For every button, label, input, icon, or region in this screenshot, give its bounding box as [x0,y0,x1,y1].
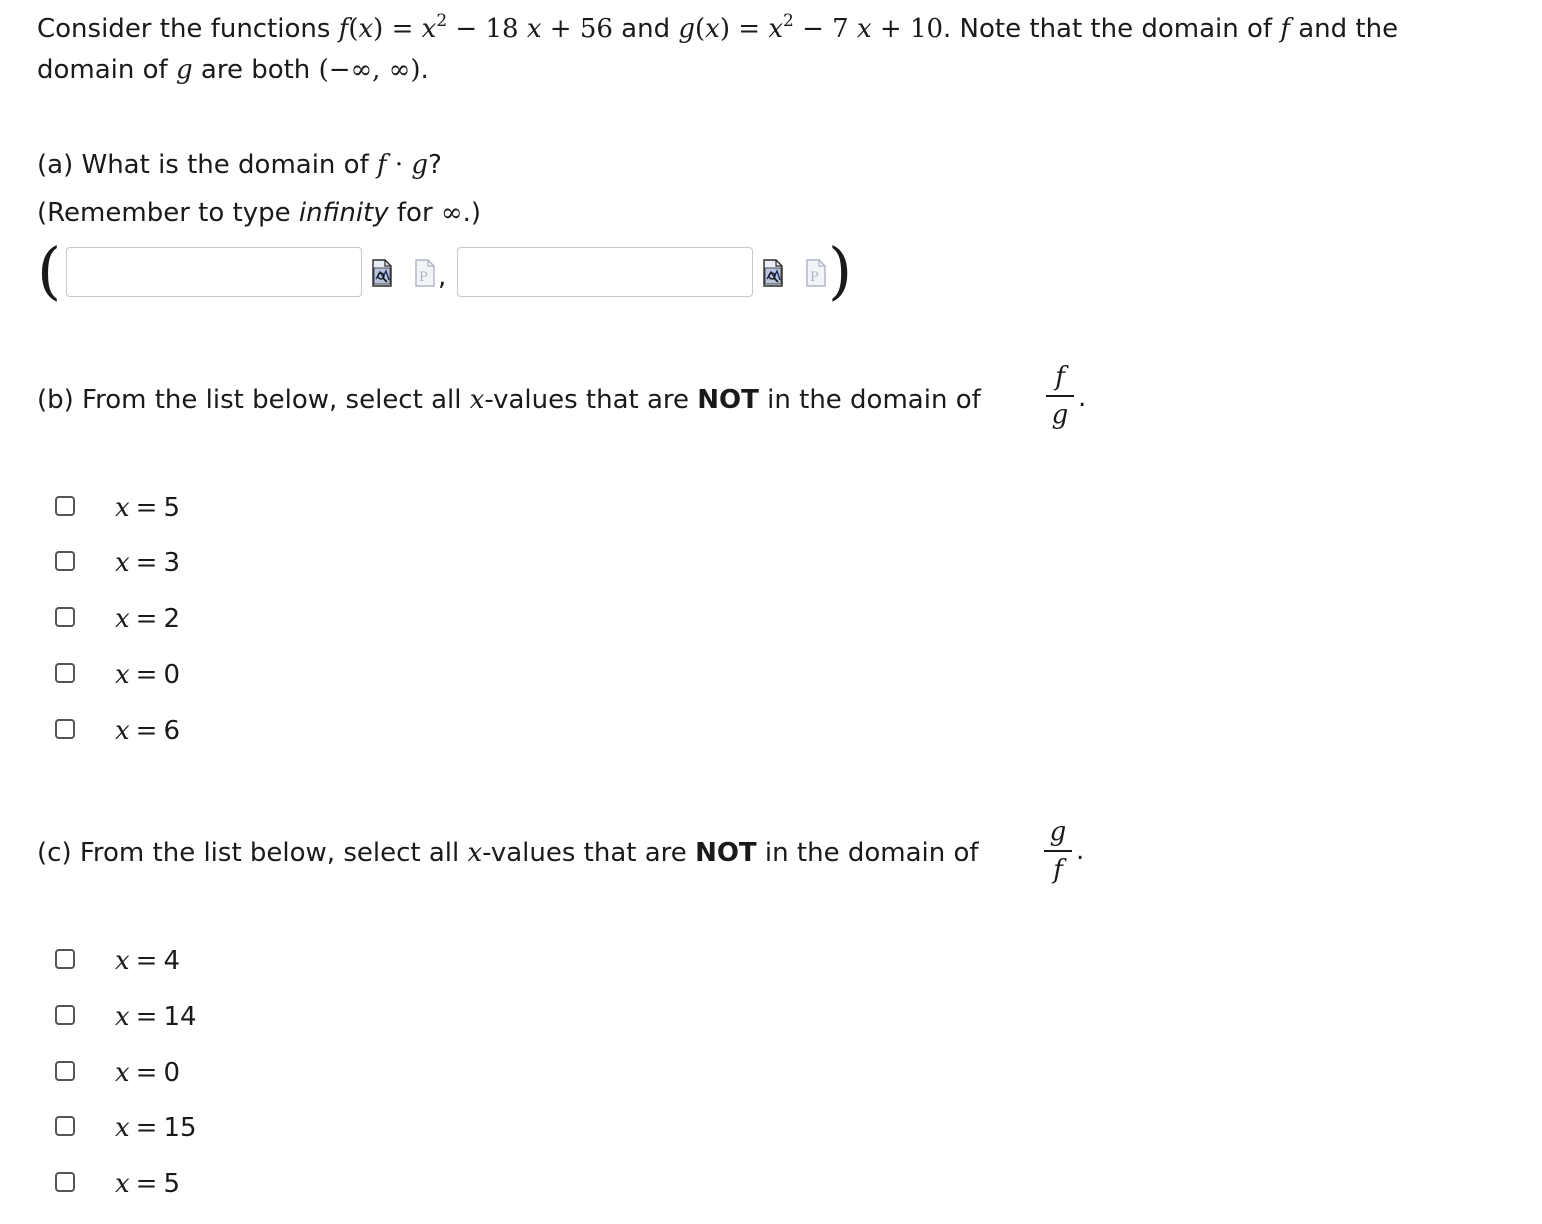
f-expression: = $x^2 - 18$ x + 56 [391,11,613,44]
interval-comma: , [438,262,447,292]
part-a-reminder: (Remember to type infinity for ∞.) [37,198,482,228]
g-expression: = $x^2 - 7$ x + 10 [738,11,944,44]
full-domain-interval: (−∞, ∞) [318,55,421,85]
option-c-3-label: x = 0 [115,1058,181,1088]
domain-right-endpoint-input[interactable] [457,247,753,297]
checkbox-c-option-3[interactable] [55,1061,75,1081]
checkbox-b-option-5[interactable] [55,719,75,739]
part-c-question: (c) From the list below, select all x-values that are NOT in the domain of [37,838,979,868]
option-c-1-label: x = 4 [115,946,181,976]
option-c-2-label: x = 14 [115,1002,197,1032]
problem-statement-line-1: Consider the functions $f(x) = x^2 - 18$ x + 56 and $g(x) = x^2 - 7$ x + 10. Note that the domain of f and the [37,11,1399,44]
checkbox-c-option-5[interactable] [55,1172,75,1192]
preview-icon[interactable] [414,259,436,287]
option-c-4-label: x = 15 [115,1113,197,1143]
option-b-5-label: x = 6 [115,716,181,746]
problem-statement-line-2: domain of g are both (−∞, ∞). [37,55,429,85]
option-c-5-label: x = 5 [115,1169,181,1199]
checkbox-c-option-4[interactable] [55,1116,75,1136]
checkbox-b-option-3[interactable] [55,607,75,627]
equation-editor-icon[interactable] [371,259,393,287]
option-b-3-label: x = 2 [115,604,181,634]
svg-text:P: P [810,270,819,285]
preview-icon[interactable] [805,259,827,287]
fraction-g-over-f: g f [1044,817,1072,885]
checkbox-b-option-4[interactable] [55,663,75,683]
domain-left-endpoint-input[interactable] [66,247,362,297]
checkbox-c-option-2[interactable] [55,1005,75,1025]
g-symbol: g [678,14,696,44]
part-a-question: (a) What is the domain of f · g? [37,150,442,180]
f-symbol: f [338,14,349,44]
option-b-4-label: x = 0 [115,660,181,690]
checkbox-b-option-2[interactable] [55,551,75,571]
left-parenthesis: ( [37,234,62,307]
svg-text:P: P [419,270,428,285]
option-b-1-label: x = 5 [115,493,181,523]
option-b-2-label: x = 3 [115,548,181,578]
equation-editor-icon[interactable] [762,259,784,287]
checkbox-b-option-1[interactable] [55,496,75,516]
right-parenthesis: ) [828,234,853,307]
part-b-question: (b) From the list below, select all x-values that are NOT in the domain of [37,385,981,415]
fraction-f-over-g: f g [1046,362,1074,430]
checkbox-c-option-1[interactable] [55,949,75,969]
